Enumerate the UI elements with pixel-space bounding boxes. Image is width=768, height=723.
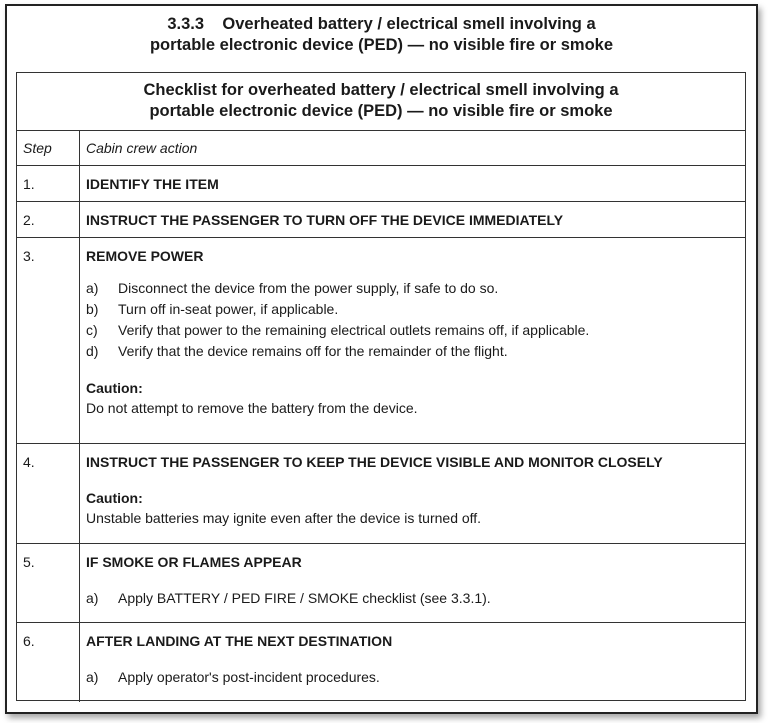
checklist-title <box>17 73 745 131</box>
section-heading <box>7 14 756 56</box>
caution-text: Do not attempt to remove the battery from the device. <box>86 400 418 416</box>
step-number: 2. <box>17 202 80 237</box>
sub-step-text: Verify that power to the remaining electrical outlets remains off, if applicable. <box>118 322 590 338</box>
sub-step-letter: d) <box>86 343 99 359</box>
step-title: AFTER LANDING AT THE NEXT DESTINATION <box>86 633 393 649</box>
table-row-step-5 <box>17 544 745 623</box>
checklist-title-line1: Checklist for overheated battery / electrical smell involving a <box>143 81 619 99</box>
sub-step <box>86 341 745 362</box>
sub-step <box>86 667 745 688</box>
sub-step-list <box>86 667 745 688</box>
step-2-action <box>80 202 745 237</box>
sub-step <box>86 320 745 341</box>
table-row-step-6 <box>17 623 745 702</box>
sub-step-list <box>86 588 745 609</box>
sub-step <box>86 299 745 320</box>
step-number: 5. <box>17 544 80 622</box>
step-5-action <box>80 544 745 622</box>
document-frame <box>5 4 758 714</box>
table-header-row <box>17 131 745 166</box>
sub-step-letter: a) <box>86 280 99 296</box>
sub-step-letter: c) <box>86 322 98 338</box>
step-title: INSTRUCT THE PASSENGER TO TURN OFF THE DEVICE IMMEDIATELY <box>86 212 564 228</box>
section-heading-line1 <box>7 14 756 35</box>
step-4-action <box>80 444 745 543</box>
table-row-step-3 <box>17 238 745 444</box>
sub-step-text: Verify that the device remains off for the remainder of the flight. <box>118 343 508 359</box>
step-1-action <box>80 166 745 201</box>
step-number: 1. <box>17 166 80 201</box>
step-title: REMOVE POWER <box>86 248 204 264</box>
sub-step-text: Disconnect the device from the power supply, if safe to do so. <box>118 280 499 296</box>
sub-step-text: Apply operator's post-incident procedures. <box>118 669 380 685</box>
sub-step-text: Turn off in-seat power, if applicable. <box>118 301 339 317</box>
checklist-table <box>16 72 746 701</box>
table-row-step-1 <box>17 166 745 202</box>
caution-text: Unstable batteries may ignite even after the device is turned off. <box>86 510 482 526</box>
step-number: 4. <box>17 444 80 543</box>
section-number: 3.3.3 <box>167 15 205 33</box>
sub-step-letter: a) <box>86 590 99 606</box>
sub-step-text: Apply BATTERY / PED FIRE / SMOKE checklist (see 3.3.1). <box>118 590 491 606</box>
caution-label: Caution: <box>86 380 143 396</box>
sub-step-letter: a) <box>86 669 99 685</box>
table-row-step-4 <box>17 444 745 544</box>
step-title: IDENTIFY THE ITEM <box>86 176 219 192</box>
table-row-step-2 <box>17 202 745 238</box>
step-title: INSTRUCT THE PASSENGER TO KEEP THE DEVICE VISIBLE AND MONITOR CLOSELY <box>86 454 663 470</box>
step-number: 6. <box>17 623 80 702</box>
sub-step-list <box>86 278 745 362</box>
step-6-action <box>80 623 745 702</box>
step-number: 3. <box>17 238 80 443</box>
header-step: Step <box>17 131 80 165</box>
sub-step <box>86 588 745 609</box>
section-title-line1: Overheated battery / electrical smell involving a <box>222 15 596 33</box>
section-title-line2: portable electronic device (PED) — no visible fire or smoke <box>149 36 614 54</box>
sub-step <box>86 278 745 299</box>
sub-step-letter: b) <box>86 301 99 317</box>
step-title: IF SMOKE OR FLAMES APPEAR <box>86 554 302 570</box>
caution-label: Caution: <box>86 490 143 506</box>
checklist-title-line2: portable electronic device (PED) — no visible fire or smoke <box>149 102 613 120</box>
header-action: Cabin crew action <box>86 140 198 156</box>
step-3-action <box>80 238 745 443</box>
